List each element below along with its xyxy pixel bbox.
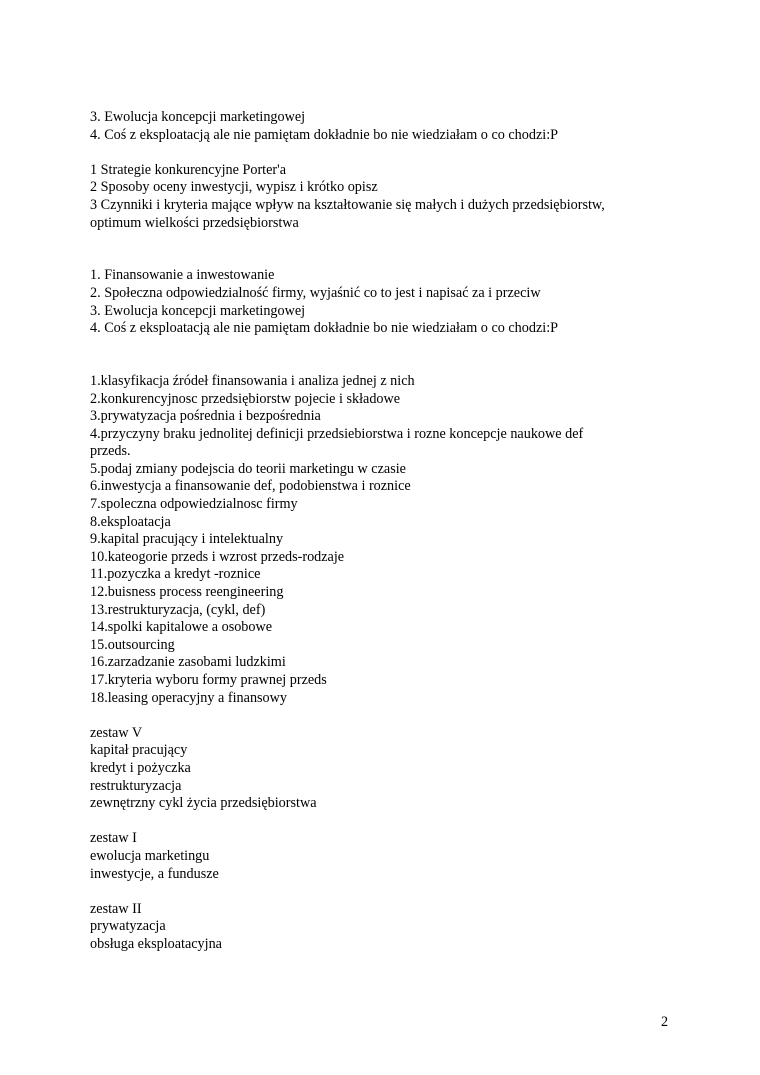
list-item: 5.podaj zmiany podejscia do teorii marketingu w czasie — [90, 460, 406, 477]
list-item: 13.restrukturyzacja, (cykl, def) — [90, 601, 266, 618]
text-line: restrukturyzacja — [90, 777, 182, 794]
text-line: ewolucja marketingu — [90, 847, 210, 864]
block-6 — [90, 830, 690, 883]
list-item: 7.spoleczna odpowiedzialnosc firmy — [90, 496, 298, 513]
block-1 — [90, 109, 690, 144]
text-line: 1 Strategie konkurencyjne Porter'a — [90, 161, 286, 178]
block-5 — [90, 725, 690, 813]
block-7 — [90, 901, 690, 954]
page-number: 2 — [661, 1014, 669, 1030]
text-line: prywatyzacja — [90, 918, 166, 935]
set-title: zestaw V — [90, 724, 143, 741]
list-item: 15.outsourcing — [90, 636, 175, 653]
set-title: zestaw II — [90, 900, 142, 917]
block-3 — [90, 267, 690, 337]
text-line: obsługa eksploatacyjna — [90, 935, 222, 952]
list-item: 16.zarzadzanie zasobami ludzkimi — [90, 654, 286, 671]
list-item: 18.leasing operacyjny a finansowy — [90, 689, 287, 706]
list-item: 10.kateogorie przeds i wzrost przeds-rodzaje — [90, 548, 345, 565]
text-line: 4. Coś z eksploatacją ale nie pamiętam dokładnie bo nie wiedziałam o co chodzi:P — [90, 126, 559, 143]
set-title: zestaw I — [90, 830, 137, 847]
text-line: kredyt i pożyczka — [90, 759, 191, 776]
text-line: optimum wielkości przedsiębiorstwa — [90, 214, 299, 231]
text-line: 3 Czynniki i kryteria mające wpływ na kształtowanie się małych i dużych przedsiębiorstw, — [90, 196, 605, 213]
list-item: 14.spolki kapitalowe a osobowe — [90, 619, 273, 636]
text-line: inwestycje, a fundusze — [90, 865, 219, 882]
list-item: 12.buisness process reengineering — [90, 584, 284, 601]
text-line: 4. Coś z eksploatacją ale nie pamiętam dokładnie bo nie wiedziałam o co chodzi:P — [90, 320, 559, 337]
list-item: 17.kryteria wyboru formy prawnej przeds — [90, 672, 327, 688]
text-line: 3. Ewolucja koncepcji marketingowej — [90, 302, 306, 319]
list-item: 11.pozyczka a kredyt -roznice — [90, 566, 261, 583]
list-item: 1.klasyfikacja źródeł finansowania i analiza jednej z nich — [90, 372, 415, 389]
list-item: 6.inwestycja a finansowanie def, podobienstwa i roznice — [90, 478, 411, 495]
list-item: 9.kapital pracujący i intelektualny — [90, 531, 284, 548]
list-item: przeds. — [90, 443, 131, 460]
text-line: zewnętrzny cykl życia przedsiębiorstwa — [90, 795, 317, 812]
text-line: kapitał pracujący — [90, 742, 188, 759]
list-item: 8.eksploatacja — [90, 513, 171, 530]
block-2 — [90, 162, 690, 232]
text-line: 3. Ewolucja koncepcji marketingowej — [90, 109, 306, 125]
list-item: 3.prywatyzacja pośrednia i bezpośrednia — [90, 408, 321, 425]
text-line: 2 Sposoby oceny inwestycji, wypisz i krótko opisz — [90, 179, 378, 196]
block-4 — [90, 373, 690, 707]
text-line: 2. Społeczna odpowiedzialność firmy, wyjaśnić co to jest i napisać za i przeciw — [90, 284, 541, 301]
list-item: 4.przyczyny braku jednolitej definicji przedsiebiorstwa i rozne koncepcje naukowe def — [90, 425, 584, 442]
list-item: 2.konkurencyjnosc przedsiębiorstw pojecie i składowe — [90, 390, 401, 407]
text-line: 1. Finansowanie a inwestowanie — [90, 267, 275, 284]
document-page — [90, 109, 690, 954]
